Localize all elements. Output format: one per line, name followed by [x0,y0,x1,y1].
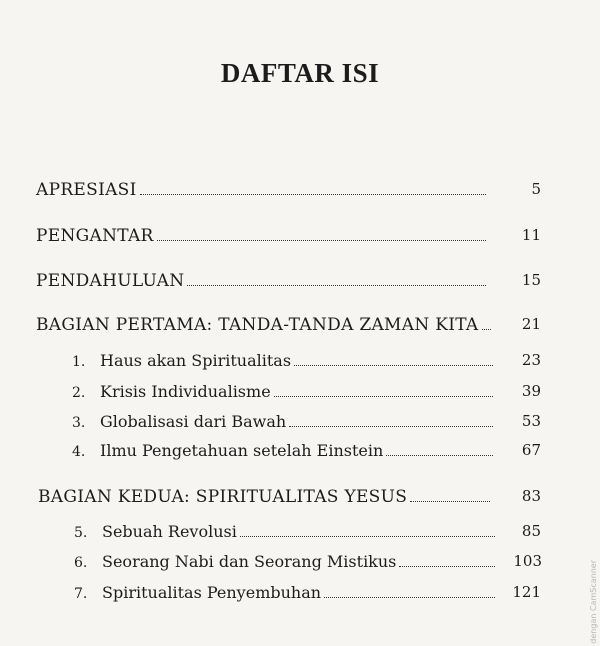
toc-entry-chapter-6 [74,552,542,571]
scanner-watermark: dengan CamScanner [589,560,598,644]
entry-page: 21 [521,315,541,333]
leader-dots [324,596,495,598]
toc-entry-chapter-2 [72,382,541,401]
entry-label: APRESIASI [36,180,137,200]
toc-entry-pendahuluan [36,271,541,291]
toc-entry-chapter-3 [72,412,541,431]
entry-page: 103 [513,552,542,570]
entry-label: BAGIAN KEDUA: SPIRITUALITAS YESUS [38,487,408,507]
chapter-number: 7. [74,586,88,602]
entry-label: Ilmu Pengetahuan setelah Einstein [100,441,384,460]
page-title: DAFTAR ISI [220,58,380,88]
leader-dots [140,193,486,195]
toc-entry-bagian-kedua [38,487,541,507]
toc-entry-pengantar [36,226,541,246]
chapter-number: 5. [74,525,88,541]
toc-entry-chapter-4 [72,441,541,460]
entry-label: Spiritualitas Penyembuhan [102,583,322,602]
entry-page: 83 [521,487,541,505]
entry-page: 11 [521,226,541,244]
entry-label: PENDAHULUAN [36,271,185,291]
leader-dots [187,284,486,286]
entry-page: 67 [521,441,541,459]
toc-entry-chapter-1 [72,351,541,370]
entry-label: PENGANTAR [36,226,154,246]
entry-page: 85 [521,522,541,540]
leader-dots [240,535,495,537]
leader-dots [482,328,491,330]
leader-dots [289,425,493,427]
chapter-number: 1. [72,354,86,370]
entry-label: Krisis Individualisme [100,382,271,401]
chapter-number: 2. [72,385,86,401]
entry-label: Sebuah Revolusi [102,522,237,541]
leader-dots [410,500,490,502]
entry-page: 5 [531,180,541,198]
entry-page: 121 [512,583,541,601]
entry-page: 53 [521,412,541,430]
chapter-number: 6. [74,555,88,571]
entry-label: Seorang Nabi dan Seorang Mistikus [102,552,397,571]
entry-page: 39 [521,382,541,400]
leader-dots [386,454,493,456]
toc-entry-chapter-7 [74,583,541,602]
leader-dots [399,565,495,567]
toc-entry-bagian-pertama [36,315,541,335]
entry-page: 23 [521,351,541,369]
chapter-number: 4. [72,444,86,460]
entry-label: BAGIAN PERTAMA: TANDA-TANDA ZAMAN KITA [36,315,479,335]
leader-dots [274,395,493,397]
leader-dots [157,239,486,241]
toc-entry-apresiasi [36,180,541,200]
leader-dots [294,364,493,366]
entry-label: Haus akan Spiritualitas [100,351,292,370]
toc-entry-chapter-5 [74,522,541,541]
entry-label: Globalisasi dari Bawah [100,412,287,431]
entry-page: 15 [521,271,541,289]
chapter-number: 3. [72,415,86,431]
